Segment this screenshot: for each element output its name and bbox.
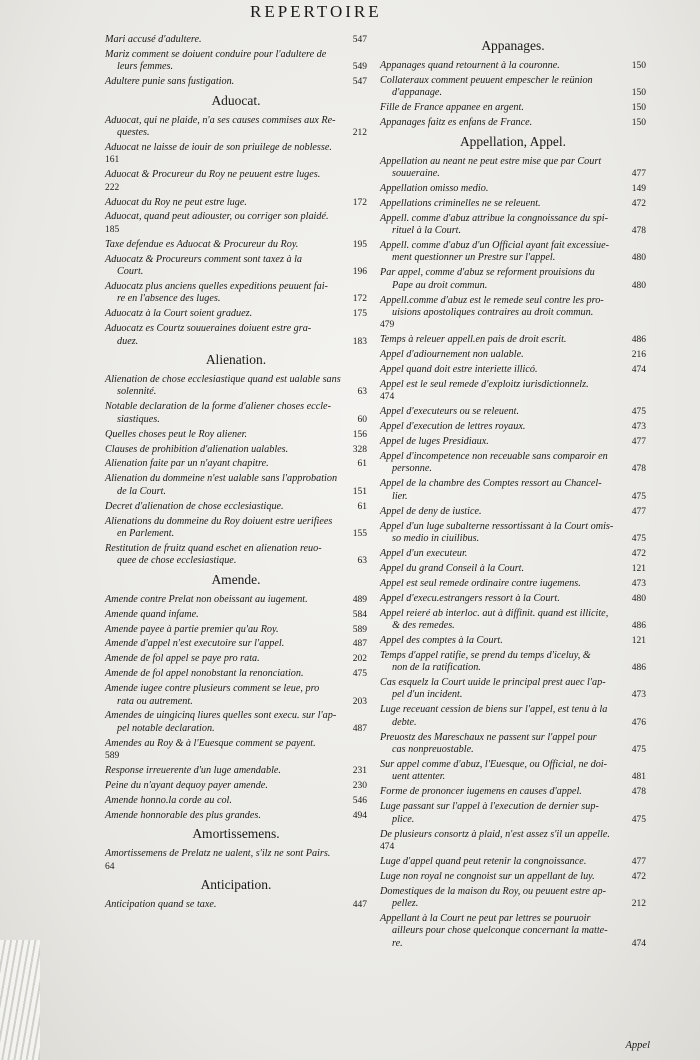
page-number: 472 — [631, 548, 646, 559]
page-number: 121 — [631, 635, 646, 646]
index-entry — [105, 281, 367, 306]
entry-text: ment questionner un Prestre sur l'appel. — [392, 252, 556, 264]
index-entry — [105, 810, 367, 822]
entry-text: Appel du grand Conseil à la Court. — [380, 562, 525, 574]
index-entry — [380, 406, 646, 418]
page-number: 589 — [105, 751, 120, 762]
entry-text: Temps d'appel ratifie, se prend du temps d'iceluy, & — [380, 649, 591, 661]
entry-text: Temps à releuer appell.en pais de droit escrit. — [380, 334, 567, 346]
index-entry — [105, 197, 367, 209]
section-heading: Appellation, Appel. — [459, 133, 567, 149]
index-entry — [105, 594, 367, 606]
page-number: 476 — [631, 717, 646, 728]
entry-text: Quelles choses peut le Roy aliener. — [105, 428, 248, 440]
index-entry — [105, 429, 367, 441]
index-entry — [380, 156, 646, 181]
entry-text: Amende honnorable des plus grandes. — [105, 809, 261, 821]
entry-text: Amende iugee contre plusieurs comment se leue, pro — [105, 683, 320, 695]
page-number: 216 — [631, 350, 646, 361]
index-entry — [380, 240, 646, 265]
entry-text: Appel d'executeurs ou se releuent. — [380, 406, 519, 418]
entry-text: Aduocatz plus anciens quelles expeditions peuuent fai- — [105, 281, 328, 292]
running-head: REPERTOIRE — [250, 2, 382, 21]
index-entry — [105, 609, 367, 621]
page-number: 474 — [380, 841, 395, 852]
index-entry — [105, 653, 367, 665]
index-entry — [380, 334, 646, 346]
index-entry — [380, 635, 646, 647]
index-entry — [380, 801, 646, 826]
page-fold-edge — [0, 940, 40, 1060]
index-entry — [380, 856, 646, 868]
index-entry — [105, 211, 367, 236]
entry-text: Court. — [117, 266, 144, 278]
page-number: 478 — [631, 787, 646, 798]
page-number: 172 — [352, 294, 367, 305]
index-entry — [380, 521, 646, 546]
index-entry — [380, 677, 646, 702]
entry-text: Mariz comment se doiuent conduire pour l'adultere de — [105, 48, 327, 60]
entry-text: Appanages quand retournent à la couronne. — [380, 60, 560, 71]
index-entry — [105, 308, 367, 320]
entry-text: Appel est le seul remede d'exploitz iurisdictionnelz. — [380, 379, 589, 391]
entry-text: quee de chose ecclesiastique. — [117, 555, 237, 567]
index-entry — [105, 444, 367, 456]
page-number: 473 — [631, 422, 646, 433]
index-entry — [105, 473, 367, 498]
entry-text: Peine du n'ayant dequoy payer amende. — [105, 780, 268, 791]
index-entry — [105, 49, 367, 74]
entry-text: Luge d'appel quand peut retenir la congnoissance. — [380, 855, 587, 867]
index-entry — [380, 183, 646, 195]
index-entry — [105, 738, 367, 763]
page-number: 474 — [631, 365, 646, 376]
entry-text: Appel de luges Presidiaux. — [380, 436, 489, 448]
page-number: 183 — [352, 336, 367, 347]
entry-text: Amendes de uingicinq liures quelles sont execu. sur l'ap- — [105, 710, 337, 722]
index-entry — [105, 323, 367, 348]
page-number: 447 — [352, 900, 367, 911]
entry-text: Aduocat, qui ne plaide, n'a ses causes commises aux Re- — [105, 114, 336, 126]
entry-text: Alienation faite par un n'ayant chapitre. — [105, 458, 269, 470]
entry-text: en Parlement. — [117, 528, 175, 539]
entry-text: Appel de la chambre des Comptes ressort au Chancel- — [380, 478, 602, 490]
page-number: 477 — [631, 437, 646, 448]
index-entry — [380, 349, 646, 361]
entry-text: debte. — [392, 716, 417, 728]
entry-text: Appellation au neant ne peut estre mise que par Court — [380, 155, 602, 167]
index-entry — [380, 102, 646, 114]
index-entry — [105, 543, 367, 568]
page-number: 473 — [631, 690, 646, 701]
entry-text: Amende quand infame. — [105, 608, 199, 620]
catchword: Appel — [625, 1040, 650, 1051]
entry-text: Luge receuant cession de biens sur l'appel, est tenu à la — [380, 704, 608, 716]
section-heading: Anticipation. — [200, 877, 272, 893]
index-entry — [380, 871, 646, 883]
index-entry — [380, 732, 646, 757]
page-number: 328 — [352, 444, 367, 455]
index-entry — [105, 848, 367, 873]
index-entry — [105, 780, 367, 792]
page-number: 60 — [357, 414, 367, 425]
page-number: 478 — [631, 464, 646, 475]
entry-text: cas nonpreuostable. — [392, 744, 474, 756]
entry-text: Fille de France appanee en argent. — [380, 102, 524, 114]
page-number: 481 — [631, 772, 646, 783]
index-entry — [380, 704, 646, 729]
index-entry — [380, 75, 646, 100]
entry-text: non de la ratification. — [392, 662, 481, 674]
index-entry — [380, 364, 646, 376]
entry-text: Appell. comme d'abuz d'un Official ayant fait excessiue- — [380, 239, 609, 251]
index-entry — [380, 548, 646, 560]
section-heading: Aduocat. — [211, 92, 261, 108]
index-entry — [380, 650, 646, 675]
page-number: 63 — [357, 556, 367, 567]
entry-text: uent attenter. — [392, 771, 446, 783]
section-heading: Appanages. — [481, 38, 545, 53]
page-number: 475 — [631, 491, 646, 502]
entry-text: Luge non royal ne congnoist sur un appellant de luy. — [380, 870, 595, 882]
entry-text: Appel d'un executeur. — [380, 547, 468, 559]
entry-text: re. — [392, 937, 403, 949]
page-number: 151 — [352, 486, 367, 497]
index-entry — [105, 401, 367, 426]
index-entry — [105, 76, 367, 88]
entry-text: souueraine. — [392, 167, 440, 179]
entry-text: Amende de fol appel se paye pro rata. — [105, 653, 260, 665]
index-entry — [105, 254, 367, 279]
entry-text: Par appel, comme d'abuz se reforment prouisions du — [380, 267, 595, 279]
entry-text: Anticipation quand se taxe. — [105, 899, 217, 911]
index-entry — [105, 683, 367, 708]
entry-text: Aduocatz & Procureurs comment sont taxez à la — [105, 253, 303, 265]
index-entry — [380, 60, 646, 72]
entry-text: solennité. — [117, 386, 157, 398]
index-entry — [380, 786, 646, 798]
page-number: 546 — [352, 795, 367, 806]
index-entry — [380, 608, 646, 633]
entry-text: personne. — [392, 463, 432, 475]
page-number: 477 — [631, 168, 646, 179]
page-number: 584 — [352, 609, 367, 620]
entry-text: Appell. comme d'abuz attribue la congnoissance du spi- — [380, 212, 608, 224]
entry-text: leurs femmes. — [117, 61, 174, 73]
entry-text: Mari accusé d'adultere. — [105, 34, 202, 45]
page-number: 61 — [357, 501, 367, 512]
entry-text: & des remedes. — [392, 619, 455, 631]
page-number: 222 — [105, 182, 120, 193]
page-number: 150 — [631, 88, 646, 99]
index-entry — [105, 458, 367, 470]
page-number: 472 — [631, 871, 646, 882]
entry-text: questes. — [117, 127, 150, 139]
index-entry — [380, 117, 646, 129]
page-number: 196 — [352, 267, 367, 278]
page-number: 185 — [105, 224, 120, 235]
page-number: 161 — [105, 155, 120, 166]
entry-text: Appel d'un luge subalterne ressortissant à la Court omis- — [380, 520, 614, 532]
page-number: 64 — [105, 861, 115, 872]
page-number: 494 — [352, 810, 367, 821]
entry-text: Sur appel comme d'abuz, l'Euesque, ou Official, ne doi- — [380, 759, 608, 770]
entry-text: Pape au droit commun. — [392, 279, 488, 291]
index-entry — [105, 169, 367, 194]
entry-text: Luge passant sur l'appel à l'execution de dernier sup- — [380, 801, 599, 813]
entry-text: Appel d'execution de lettres royaux. — [380, 421, 526, 433]
entry-text: Amortissemens de Prelatz ne ualent, s'ilz ne sont Pairs. — [105, 848, 331, 860]
page-number: 474 — [631, 938, 646, 949]
page-number: 547 — [352, 77, 367, 88]
page-number: 486 — [631, 335, 646, 346]
page-number: 475 — [631, 534, 646, 544]
entry-text: Amende honno.la corde au col. — [105, 794, 232, 806]
page-number: 172 — [352, 197, 367, 208]
page-number: 487 — [352, 639, 367, 650]
right-column — [380, 34, 646, 953]
index-entry — [105, 765, 367, 777]
entry-text: duez. — [117, 335, 139, 347]
entry-text: Amende de fol appel nonobstant la renonciation. — [105, 668, 304, 680]
entry-text: Forme de prononcer iugemens en causes d'appel. — [380, 786, 582, 798]
page-number: 475 — [352, 669, 367, 680]
index-entry — [380, 506, 646, 518]
entry-text: Aduocatz es Courtz souueraines doiuent estre gra- — [105, 323, 312, 335]
index-entry — [380, 563, 646, 575]
index-entry — [380, 379, 646, 404]
entry-text: Cas esquelz la Court uuide le principal prest auec l'ap- — [380, 677, 606, 689]
index-entry — [105, 899, 367, 911]
entry-text: Appel d'incompetence non receuable sans comparoir en — [380, 451, 608, 463]
index-entry — [380, 913, 646, 950]
entry-text: Clauses de prohibition d'alienation ualables. — [105, 443, 289, 455]
entry-text: rituel à la Court. — [392, 225, 462, 237]
entry-text: de la Court. — [117, 485, 166, 497]
entry-text: Appel est seul remede ordinaire contre iugemens. — [380, 577, 581, 589]
entry-text: Appel d'execu.estrangers ressort à la Court. — [380, 592, 560, 604]
page-number: 63 — [357, 387, 367, 398]
entry-text: Collateraux comment peuuent empescher le reünion — [380, 74, 593, 86]
entry-text: Appellations criminelles ne se releuent. — [380, 197, 541, 209]
page-number: 202 — [352, 654, 367, 665]
index-entry — [105, 239, 367, 251]
page-number: 477 — [631, 506, 646, 517]
page-number: 475 — [631, 407, 646, 418]
page-number: 480 — [631, 593, 646, 604]
page-number: 475 — [631, 745, 646, 756]
page-number: 61 — [357, 459, 367, 470]
entry-text: Alienations du dommeine du Roy doiuent estre uerifiees — [105, 515, 333, 527]
index-entry — [380, 593, 646, 605]
index-entry — [105, 34, 367, 46]
index-entry — [380, 886, 646, 911]
page-number: 486 — [631, 663, 646, 674]
entry-text: Appel de deny de iustice. — [380, 505, 482, 517]
page-number: 549 — [352, 62, 367, 73]
index-entry — [105, 638, 367, 650]
section-heading: Amende. — [211, 571, 261, 587]
entry-text: Appanages faitz es enfans de France. — [380, 117, 533, 129]
entry-text: so medio in ciuilibus. — [392, 533, 480, 544]
entry-text: Notable declaration de la forme d'aliener choses eccle- — [105, 401, 331, 413]
entry-text: Amende d'appel n'est executoire sur l'appel. — [105, 638, 285, 650]
index-entry — [380, 451, 646, 476]
entry-text: ailleurs pour chose quelconque concernant la matte- — [392, 925, 608, 937]
page-number: 475 — [631, 814, 646, 825]
index-entry — [380, 436, 646, 448]
page-number: 474 — [380, 392, 395, 403]
entry-text: Appel des comptes à la Court. — [380, 634, 503, 646]
index-entry — [105, 710, 367, 735]
entry-text: uisions apostoliques contraires au droit commun. — [392, 307, 594, 318]
section-heading: Amortissemens. — [192, 826, 280, 842]
page-number: 480 — [631, 280, 646, 291]
entry-text: d'appanage. — [392, 87, 442, 99]
page-number: 478 — [631, 226, 646, 237]
section-heading: Alienation. — [205, 352, 267, 368]
entry-text: Decret d'alienation de chose ecclesiastique. — [105, 500, 284, 512]
page-number: 155 — [352, 529, 367, 539]
entry-text: Alienation de chose ecclesiastique quand est ualable sans — [105, 374, 341, 386]
page-number: 487 — [352, 723, 367, 734]
entry-text: re en l'absence des luges. — [117, 293, 221, 305]
index-entry — [380, 295, 646, 332]
page-number: 150 — [631, 118, 646, 129]
entry-text: pel notable declaration. — [117, 722, 215, 734]
page-number: 479 — [380, 320, 395, 331]
page-number: 231 — [352, 766, 367, 777]
entry-text: Aduocat du Roy ne peut estre luge. — [105, 196, 247, 208]
page-number: 547 — [352, 35, 367, 45]
index-entry — [105, 374, 367, 399]
entry-text: Appellation omisso medio. — [380, 182, 489, 194]
page-number: 121 — [631, 563, 646, 574]
index-entry — [105, 795, 367, 807]
page-number: 150 — [631, 61, 646, 71]
index-entry — [380, 578, 646, 590]
page-number: 149 — [631, 183, 646, 194]
entry-text: Domestiques de la maison du Roy, ou peuuent estre ap- — [380, 885, 606, 897]
entry-text: Appel reieré ab interloc. aut à diffinit. quand est illicite, — [380, 607, 609, 619]
page-number: 212 — [352, 128, 367, 139]
entry-text: Preuostz des Mareschaux ne passent sur l'appel pour — [380, 731, 597, 743]
page-number: 589 — [352, 624, 367, 635]
page-number: 473 — [631, 578, 646, 589]
entry-text: Aduocat ne laisse de iouir de son priuilege de noblesse. — [105, 141, 332, 153]
entry-text: Adultere punie sans fustigation. — [105, 76, 235, 88]
entry-text: Aduocatz à la Court soient graduez. — [105, 308, 253, 320]
entry-text: Taxe defendue es Aduocat & Procureur du Roy. — [105, 238, 299, 250]
page-number: 150 — [631, 103, 646, 114]
page-number: 472 — [631, 198, 646, 209]
entry-text: Amendes au Roy & à l'Euesque comment se payent. — [105, 737, 316, 749]
page-number: 195 — [352, 239, 367, 250]
left-column — [105, 34, 367, 914]
index-entry — [380, 829, 646, 854]
entry-text: Appel d'adiournement non ualable. — [380, 349, 524, 361]
entry-text: siastiques. — [117, 413, 160, 425]
index-entry — [380, 213, 646, 238]
entry-text: Aduocat & Procureur du Roy ne peuuent estre luges. — [105, 169, 321, 181]
entry-text: Appell.comme d'abuz est le remede seul contre les pro- — [380, 294, 604, 306]
entry-text: Response irreuerente d'un luge amendable. — [105, 765, 281, 777]
entry-text: Amende payee à partie premier qu'au Roy. — [105, 623, 279, 635]
page-number: 480 — [631, 253, 646, 264]
page-number: 486 — [631, 620, 646, 631]
entry-text: pellez. — [392, 898, 419, 910]
index-entry — [380, 421, 646, 433]
page-number: 175 — [352, 309, 367, 320]
page-number: 489 — [352, 594, 367, 605]
entry-text: De plusieurs consortz à plaid, n'est assez s'il un appelle. — [380, 828, 610, 840]
entry-text: pel d'un incident. — [392, 689, 463, 701]
index-entry — [105, 668, 367, 680]
index-entry — [380, 759, 646, 784]
page-number: 203 — [352, 696, 367, 707]
page-number: 156 — [352, 429, 367, 440]
entry-text: Aduocat, quand peut adiouster, ou corriger son plaidé. — [105, 211, 329, 223]
index-entry — [380, 198, 646, 210]
page-number: 230 — [352, 781, 367, 791]
entry-text: rata ou autrement. — [117, 695, 193, 707]
index-entry — [105, 501, 367, 513]
entry-text: plice. — [392, 813, 415, 825]
entry-text: Amende contre Prelat non obeissant au iugement. — [105, 593, 308, 605]
index-entry — [105, 142, 367, 167]
entry-text: Restitution de fruitz quand eschet en alienation reuo- — [105, 542, 322, 554]
entry-text: Alienation du dommeine n'est ualable sans l'approbation — [105, 473, 338, 485]
entry-text: Appel quand doit estre interiette illicó. — [380, 364, 538, 376]
index-entry — [105, 115, 367, 140]
index-entry — [380, 267, 646, 292]
entry-text: lier. — [392, 490, 408, 502]
page-number: 212 — [631, 899, 646, 910]
index-entry — [105, 516, 367, 541]
index-entry — [380, 478, 646, 503]
index-entry — [105, 624, 367, 636]
entry-text: Appellant à la Court ne peut par lettres se pouruoir — [380, 912, 591, 924]
page-number: 477 — [631, 856, 646, 867]
